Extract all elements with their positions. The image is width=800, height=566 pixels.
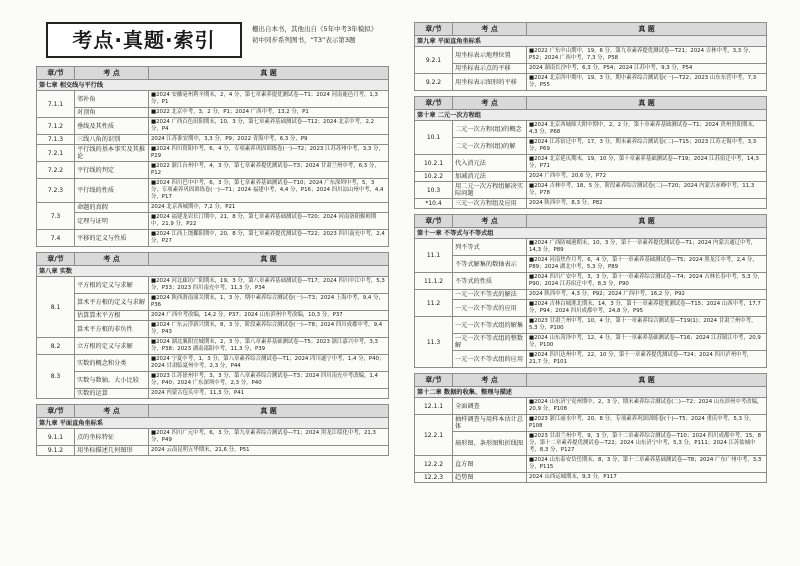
header-cell-items: 真 题 — [527, 97, 767, 110]
index-row — [37, 230, 389, 247]
exam-items: ■2024 北京四中期中，19，3 分，期中素养综合测试卷(一)—T22；2023 山东东营中考，7,3 分，P55 — [527, 74, 767, 91]
knowledge-point: 列不等式 — [453, 239, 527, 256]
exam-items: ■2024 山东泰安岱岳期末，8，3 分，第十二章素养基础测试卷—T8；2024 广东广州中考，3,3 分，P115 — [527, 456, 767, 473]
section-number: 7.3 — [37, 203, 75, 230]
header-cell-kp: 考 点 — [453, 23, 527, 36]
section-number: 9.1.1 — [37, 429, 75, 446]
exam-items: ■2024 广东云浮新兴期末，8，3 分，阶段素养综合测试卷(一)—T8；2024 四川成都中考，9,4 分，P43 — [149, 321, 389, 338]
chapter-title: 第七章 相交线与平行线 — [37, 80, 389, 91]
knowledge-point: 直方图 — [453, 456, 527, 473]
index-row — [415, 351, 767, 368]
header-cell-items: 真 题 — [527, 374, 767, 387]
chapter-title: 第九章 平面直角坐标系 — [415, 36, 767, 47]
header-cell-chapter: 章/节 — [415, 374, 453, 387]
header-cell-items: 真 题 — [527, 23, 767, 36]
intro-note — [252, 24, 392, 46]
section-number: 11.2 — [415, 290, 453, 317]
exam-items: ■2024 北京西城师大附中期中，2，2 分，第十章素养基础测试卷—T1；2024 贵州贵阳期末，4,3 分，P68 — [527, 121, 767, 138]
knowledge-point: 用坐标描述几何图形 — [75, 446, 149, 456]
exam-items: ■2024 福建龙岩长汀期中，21，8 分，第七章素养基础测试卷—T20；2024 河南洛阳偃师期中，21,9 分，P22 — [149, 213, 389, 230]
exam-items: ■2024 安徽亳州利辛期末，2，4 分，第七章素养提优测试卷—T1；2024 河南鹿邑月考，1,3 分，P1 — [149, 91, 389, 108]
exam-items: ■2024 吉林白城洮北期末，14，3 分，第十一章素养提优测试卷—T15；2024 山西中考，17,7 分，P94；2024 四川成都中考，24,8 分，P95 — [527, 300, 767, 317]
header-cell-chapter: 章/节 — [415, 215, 453, 228]
index-row — [415, 138, 767, 155]
chapter-row — [415, 110, 767, 121]
index-row — [415, 432, 767, 456]
index-row — [415, 456, 767, 473]
table-header-row — [415, 374, 767, 387]
section-number: 12.1.1 — [415, 398, 453, 415]
section-number: 12.2.1 — [415, 415, 453, 456]
index-row — [415, 290, 767, 300]
section-number: 7.2.1 — [37, 145, 75, 162]
knowledge-point: 加减消元法 — [453, 172, 527, 182]
index-row — [37, 108, 389, 118]
knowledge-point: 命题的真假 — [75, 203, 149, 213]
exam-items: 2024 陕西中考，8,3 分，P82 — [527, 199, 767, 209]
knowledge-point: 三元一次方程组及应用 — [453, 199, 527, 209]
index-row — [415, 317, 767, 334]
section-number: 11.3 — [415, 317, 453, 368]
knowledge-point: 平移的定义与性质 — [75, 230, 149, 247]
index-row — [37, 162, 389, 179]
header-cell-items: 真 题 — [149, 253, 389, 266]
index-row — [415, 182, 767, 199]
intro-line-2: 初中同步系列图书，“T3”表示第3题 — [252, 36, 356, 44]
knowledge-point: 抽样调查与用样本估计总体 — [453, 415, 527, 432]
exam-items: ■2024 陕西渭南潼关期末，1，3 分，期中素养综合测试卷(一)—T3；2024 上海中考，9,4 分，P36 — [149, 294, 389, 311]
index-row — [37, 446, 389, 456]
knowledge-point: 不等式解集的数轴表示 — [453, 256, 527, 273]
exam-items: ■2024 江苏宿迁中考，17，3 分，期末素养综合测试卷(二)—T15；2023 江苏无锡中考，3,3 分，P69 — [527, 138, 767, 155]
knowledge-point: 实数的概念和分类 — [75, 355, 149, 372]
chapter-row — [415, 387, 767, 398]
knowledge-point: 一元一次不等式的应用 — [453, 300, 527, 317]
section-number: *10.4 — [415, 199, 453, 209]
index-row — [37, 213, 389, 230]
header-cell-items: 真 题 — [149, 67, 389, 80]
header-cell-items: 真 题 — [527, 215, 767, 228]
table-header-row — [37, 253, 389, 266]
index-row — [415, 172, 767, 182]
section-number: 7.1.1 — [37, 91, 75, 118]
exam-items: 2024 湖南长沙中考，6,3 分，P54；2024 江苏中考，9,3 分，P54 — [527, 64, 767, 74]
table-header-row — [415, 215, 767, 228]
chapter-title: 第十二章 数据的收集、整理与描述 — [415, 387, 767, 398]
page-title: 考点·真题·索引 — [46, 22, 242, 58]
knowledge-point: 实数与数轴、大小比较 — [75, 372, 149, 389]
header-cell-items: 真 题 — [149, 405, 389, 418]
index-row — [415, 473, 767, 483]
section-number: 11.1 — [415, 239, 453, 273]
exam-items: ■2022 北京中考，3，2 分，P1；2024 广西中考，13,2 分，P1 — [149, 108, 389, 118]
section-number: 10.2.2 — [415, 172, 453, 182]
knowledge-point: 三线八角的识别 — [75, 135, 149, 145]
table-header-row — [37, 405, 389, 418]
knowledge-point: 用坐标表示点的平移 — [453, 64, 527, 74]
exam-items: 2024 云南昆明五华期末，21,6 分，P51 — [149, 446, 389, 456]
knowledge-point: 全面调查 — [453, 398, 527, 415]
exam-items: ■2023 浙江丽水中考，20，8 分，专项素养巩固训练卷(十)—T5；2024 重庆中考，5,3 分，P108 — [527, 415, 767, 432]
header-cell-kp: 考 点 — [453, 97, 527, 110]
section-number: 12.2.3 — [415, 473, 453, 483]
section-number: 11.1.2 — [415, 273, 453, 290]
header-cell-kp: 考 点 — [75, 253, 149, 266]
knowledge-point: 代入消元法 — [453, 155, 527, 172]
exam-items: 2024 广西中考，20,6 分，P72 — [527, 172, 767, 182]
knowledge-point: 算术平方根的定义与求解 — [75, 294, 149, 311]
table-header-row — [415, 23, 767, 36]
knowledge-point: 二元一次方程(组)的解 — [453, 138, 527, 155]
chapter-row — [415, 36, 767, 47]
section-number: 8.2 — [37, 338, 75, 355]
exam-items: 2024 陕西中考，4,3 分，P92；2024 广西中考，16,2 分，P92 — [527, 290, 767, 300]
exam-items: ■2023 江苏徐州中考，3，3 分，第八章素养综合测试卷—T3；2024 四川南充中考改编，1,4 分，P40；2024 广东深圳中考，2,3 分，P40 — [149, 372, 389, 389]
exam-items: ■2023 甘肃兰州中考，10，4 分，第十一章素养综合测试卷—T19(1)；2024 甘肃兰州中考，5,3 分，P100 — [527, 317, 767, 334]
left-index-table — [36, 66, 389, 456]
index-row — [37, 429, 389, 446]
header-cell-chapter: 章/节 — [37, 253, 75, 266]
section-number: 7.2.3 — [37, 179, 75, 203]
exam-items: ■2024 河北廊坊广阳期末，19，3 分，第八章素养基础测试卷—T17；2024 四川中江中考，5,3 分，P33；2023 四川南充中考，11,3 分，P34 — [149, 277, 389, 294]
intro-line-1: 栅出自本书，其他出自《5年中考3年模拟》 — [252, 25, 378, 33]
knowledge-point: 二元一次方程(组)的概念 — [453, 121, 527, 138]
section-number: 7.4 — [37, 230, 75, 247]
exam-items: 2024 山西运城期末，9,3 分，P117 — [527, 473, 767, 483]
exam-items: 2024 北京西城期中，7,2 分，P21 — [149, 203, 389, 213]
knowledge-point: 定理与证明 — [75, 213, 149, 230]
index-row — [37, 145, 389, 162]
exam-items: 2024 广西中考改编，14,2 分，P37；2024 山东滨州中考改编，10,3 分，P37 — [149, 311, 389, 321]
section-number: 8.1 — [37, 277, 75, 338]
chapter-row — [37, 80, 389, 91]
knowledge-point: 平行线的基本事实及其推论 — [75, 145, 149, 162]
exam-items: ■2024 山东菏泽中考，12，4 分，第十一章素养基础测试卷—T16；2024 江苏镇江中考，20,9 分，P100 — [527, 334, 767, 351]
knowledge-point: 一元一次不等式组的解集 — [453, 317, 527, 334]
index-row — [37, 91, 389, 108]
index-row — [415, 300, 767, 317]
knowledge-point: 趋势图 — [453, 473, 527, 483]
index-row — [37, 321, 389, 338]
chapter-title: 第十一章 不等式与不等式组 — [415, 228, 767, 239]
exam-items: ■2024 广西防城港期末，10，3 分，第十一章素养提优测试卷—T1；2024 内蒙古通辽中考，14,3 分，P89 — [527, 239, 767, 256]
knowledge-point: 一元一次不等式组的应用 — [453, 351, 527, 368]
index-row — [415, 74, 767, 91]
table-header-row — [37, 67, 389, 80]
index-row — [37, 277, 389, 294]
header-cell-kp: 考 点 — [75, 405, 149, 418]
index-row — [415, 199, 767, 209]
exam-items: 2024 江苏淮安期中，3,3 分，P9；2022 青海中考，6,3 分，P9 — [149, 135, 389, 145]
header-cell-chapter: 章/节 — [37, 405, 75, 418]
knowledge-point: 不等式的性质 — [453, 273, 527, 290]
section-number: 9.2.2 — [415, 74, 453, 91]
chapter-title: 第九章 平面直角坐标系 — [37, 418, 389, 429]
exam-items: ■2022 广东中山期中，19，6 分，第九章素养提优测试卷—T21；2024 吉林中考，3,3 分，P52；2024 广西中考，7,3 分，P58 — [527, 47, 767, 64]
exam-items: ■2023 甘肃兰州中考，9，3 分，第十二章素养综合测试卷—T10；2024 四川成都中考，15，8 分，第十二章素养提优测试卷—T22；2024 山东济宁中考，5,3 分，P111；2024 江苏盐城中考，8,3 分，P127 — [527, 432, 767, 456]
section-number: 9.1.2 — [37, 446, 75, 456]
chapter-row — [37, 266, 389, 277]
exam-items: 2024 内蒙古包头中考，11,3 分，P41 — [149, 389, 389, 399]
header-cell-kp: 考 点 — [453, 374, 527, 387]
header-cell-kp: 考 点 — [75, 67, 149, 80]
index-row — [415, 334, 767, 351]
knowledge-point: 用坐标表示图形的平移 — [453, 74, 527, 91]
index-row — [37, 203, 389, 213]
knowledge-point: 垂线及其性质 — [75, 118, 149, 135]
exam-items: ■2024 吉林中考，18，5 分，阶段素养综合测试卷(二)—T20；2024 内蒙古赤峰中考，11,3 分，P78 — [527, 182, 767, 199]
chapter-row — [37, 418, 389, 429]
index-row — [37, 311, 389, 321]
chapter-title: 第八章 实数 — [37, 266, 389, 277]
chapter-title: 第十章 二元一次方程组 — [415, 110, 767, 121]
knowledge-point: 邻补角 — [75, 91, 149, 108]
index-row — [37, 135, 389, 145]
chapter-row — [415, 228, 767, 239]
index-row — [415, 273, 767, 290]
exam-items: ■2024 宁夏中考，1，3 分，第八章素养综合测试卷—T1；2024 四川遂宁中考，1,4 分，P40；2024 甘肃临夏州中考，2,3 分，P44 — [149, 355, 389, 372]
index-row — [37, 372, 389, 389]
section-number: 10.1 — [415, 121, 453, 155]
knowledge-point: 估算算术平方根 — [75, 311, 149, 321]
section-number: 8.3 — [37, 355, 75, 399]
knowledge-point: 一元一次不等式组的整数解 — [453, 334, 527, 351]
index-row — [37, 355, 389, 372]
knowledge-point: 扇形图、条形图和折线图 — [453, 432, 527, 456]
section-number: 7.1.2 — [37, 118, 75, 135]
exam-items: ■2024 北京延庆期末，19，10 分，第十章素养基础测试卷—T19；2024 江苏宿迁中考，14,3 分，P71 — [527, 155, 767, 172]
section-number: 9.2.1 — [415, 47, 453, 74]
exam-items: ■2024 四川达州中考，22，10 分，第十一章素养提优测试卷—T24；2024 四川泸州中考，21,7 分，P101 — [527, 351, 767, 368]
knowledge-point: 用坐标表示地理位置 — [453, 47, 527, 64]
index-row — [37, 338, 389, 355]
knowledge-point: 对顶角 — [75, 108, 149, 118]
knowledge-point: 平行线的判定 — [75, 162, 149, 179]
index-row — [37, 389, 389, 399]
knowledge-point: 平方根的定义与求解 — [75, 277, 149, 294]
knowledge-point: 点的坐标特征 — [75, 429, 149, 446]
section-number: 10.2.1 — [415, 155, 453, 172]
section-number: 10.3 — [415, 182, 453, 199]
right-index-table — [414, 22, 767, 483]
exam-items: ■2024 四川资阳中考，6，4 分，专项素养巩固训练卷(一)—T2；2023 江苏苏州中考，3,3 分，P29 — [149, 145, 389, 162]
knowledge-point: 一元一次不等式的解法 — [453, 290, 527, 300]
index-row — [37, 179, 389, 203]
table-header-row — [415, 97, 767, 110]
knowledge-point: 用二元一次方程组解决实际问题 — [453, 182, 527, 199]
index-row — [37, 118, 389, 135]
index-row — [415, 64, 767, 74]
header-cell-kp: 考 点 — [453, 215, 527, 228]
index-row — [415, 398, 767, 415]
index-row — [37, 294, 389, 311]
index-row — [415, 239, 767, 256]
exam-items: ■2024 四川广元中考，6，3 分，第九章素养综合测试卷—T1；2024 黑龙江绥化中考，21,3 分，P49 — [149, 429, 389, 446]
index-row — [415, 121, 767, 138]
exam-items: ■2024 山东济宁兖州期中，2，3 分，期末素养综合测试卷(二)—T2；2024 山东滨州中考改编，20,9 分，P108 — [527, 398, 767, 415]
index-row — [415, 256, 767, 273]
exam-items: ■2024 河南焦作月考，6，4 分，第十一章素养基础测试卷—T5；2024 黑龙江中考，2,4 分，P89；2024 湖北中考，5,3 分，P89 — [527, 256, 767, 273]
exam-items: ■2024 四川巴中中考，6，3 分，第七章素养基础测试卷—T10；2024 广东深圳中考，5，3 分，专项素养巩固训练卷(一)—T1；2024 福建中考，4,4 分，P16；2024 四川凉山州中考，4,4 分，P17 — [149, 179, 389, 203]
section-number: 12.2.2 — [415, 456, 453, 473]
exam-items: ■2024 广西百色田阳期末，10，3 分，第七章素养基础测试卷—T12；2024 北京中考，2,2 分，P4 — [149, 118, 389, 135]
index-row — [415, 415, 767, 432]
index-row — [415, 47, 767, 64]
exam-items: ■2024 四川广安中考，3，3 分，第十一章素养综合测试卷—T4；2024 吉林长春中考，5,3 分，P90；2024 江苏宿迁中考，8,3 分，P90 — [527, 273, 767, 290]
knowledge-point: 平行线的性质 — [75, 179, 149, 203]
header-cell-chapter: 章/节 — [37, 67, 75, 80]
knowledge-point: 实数的运算 — [75, 389, 149, 399]
exam-items: ■2022 浙江台州中考，4，3 分，第七章素养提优测试卷—T3；2024 甘肃兰州中考，6,3 分，P12 — [149, 162, 389, 179]
knowledge-point: 算术平方根的非负性 — [75, 321, 149, 338]
header-cell-chapter: 章/节 — [415, 97, 453, 110]
knowledge-point: 立方根的定义与求解 — [75, 338, 149, 355]
exam-items: ■2024 江西上饶鄱阳期中，20，8 分，第七章素养提优测试卷—T22；2023 四川南充中考，2,4 分，P27 — [149, 230, 389, 247]
section-number: 7.2.2 — [37, 162, 75, 179]
exam-items: ■2024 湖北襄阳宜城期末，2，3 分，第八章素养基础测试卷—T5；2023 浙江嘉兴中考，3,3 分，P38；2023 湖南邵阳中考，11,3 分，P39 — [149, 338, 389, 355]
index-row — [415, 155, 767, 172]
header-cell-chapter: 章/节 — [415, 23, 453, 36]
section-number: 7.1.3 — [37, 135, 75, 145]
